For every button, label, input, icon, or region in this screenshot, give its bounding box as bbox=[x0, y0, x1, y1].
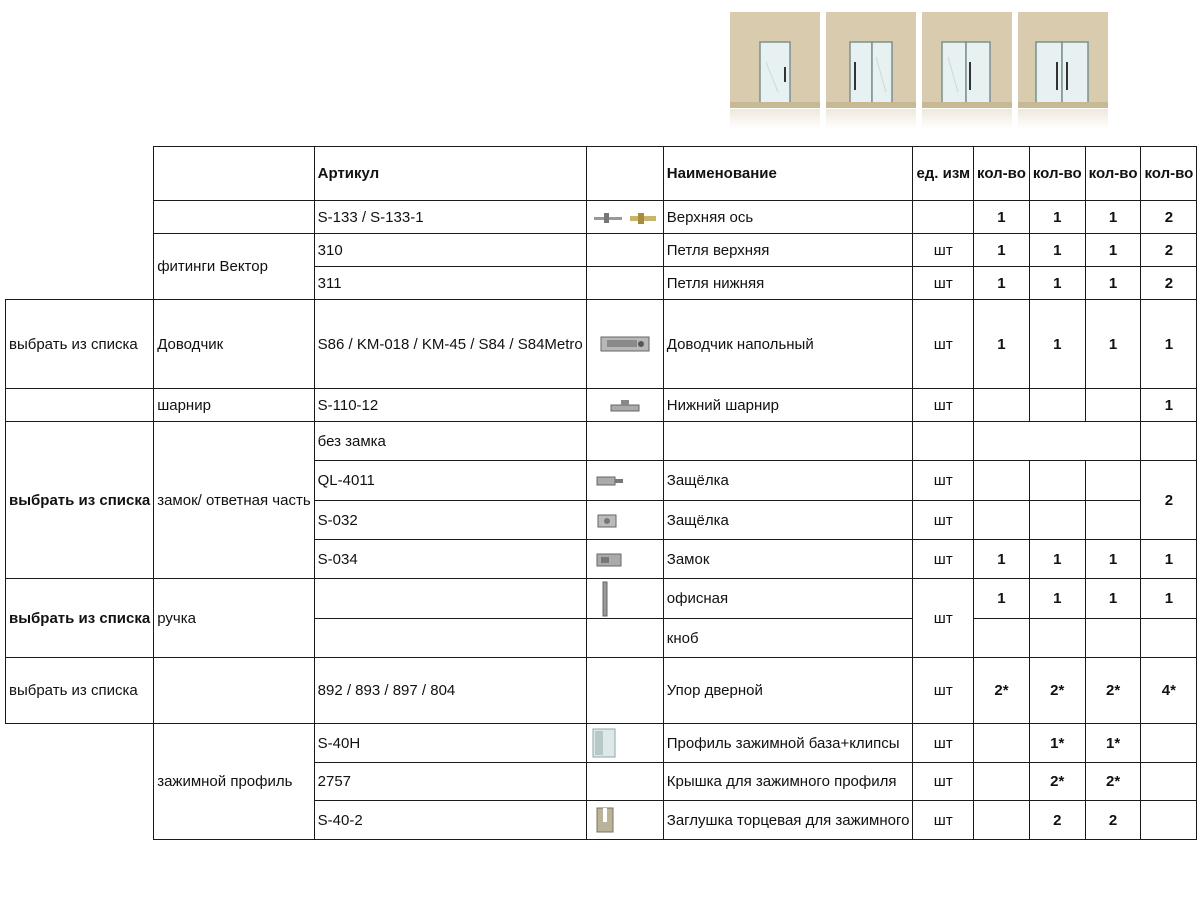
item-name: Доводчик напольный bbox=[663, 300, 913, 389]
group-lock: замок/ ответная часть bbox=[154, 422, 314, 579]
unit: шт bbox=[913, 724, 974, 763]
article: 310 bbox=[314, 234, 586, 267]
item-name: Крышка для зажимного профиля bbox=[663, 763, 913, 801]
end-cap-icon bbox=[595, 806, 615, 834]
qty-cell: 2* bbox=[1085, 658, 1141, 724]
article: 311 bbox=[314, 267, 586, 300]
select-from-list-lock[interactable]: выбрать из списка bbox=[6, 422, 154, 579]
item-name: офисная bbox=[663, 579, 913, 619]
item-name: Петля нижняя bbox=[663, 267, 913, 300]
row-no-lock bbox=[6, 422, 1197, 461]
qty-cell: 1 bbox=[974, 540, 1030, 579]
group-vector: фитинги Вектор bbox=[154, 234, 314, 300]
qty-cell: 2* bbox=[1085, 763, 1141, 801]
header-qty-3: кол-во bbox=[1085, 147, 1141, 201]
unit: шт bbox=[913, 501, 974, 540]
unit: шт bbox=[913, 763, 974, 801]
unit: шт bbox=[913, 801, 974, 840]
row-handle-office bbox=[6, 579, 1197, 619]
unit: шт bbox=[913, 658, 974, 724]
qty-cell: 1 bbox=[974, 234, 1030, 267]
header-qty-2: кол-во bbox=[1029, 147, 1085, 201]
unit: шт bbox=[913, 300, 974, 389]
qty-cell: 1 bbox=[1141, 579, 1197, 619]
item-name: Профиль зажимной база+клипсы bbox=[663, 724, 913, 763]
unit: шт bbox=[913, 389, 974, 422]
header-unit: ед. изм bbox=[913, 147, 974, 201]
qty-cell: 1 bbox=[1141, 540, 1197, 579]
door-1-leaf-thumbnail bbox=[730, 12, 820, 108]
door-4-leaf-thumbnail bbox=[1018, 12, 1108, 108]
row-door-stopper bbox=[6, 658, 1197, 724]
qty-cell: 1 bbox=[1085, 234, 1141, 267]
qty-cell: 1 bbox=[1141, 300, 1197, 389]
qty-cell: 1 bbox=[974, 267, 1030, 300]
qty-cell: 1 bbox=[1085, 300, 1141, 389]
row-clamp-base bbox=[6, 724, 1197, 763]
qty-cell: 1 bbox=[1029, 234, 1085, 267]
qty-cell: 1 bbox=[974, 201, 1030, 234]
qty-cell: 1 bbox=[1029, 300, 1085, 389]
item-name: Нижний шарнир bbox=[663, 389, 913, 422]
latch-image bbox=[586, 461, 663, 501]
axis-pin-icon bbox=[590, 210, 660, 226]
qty-cell: 2 bbox=[1141, 234, 1197, 267]
qty-cell: 1 bbox=[1085, 579, 1141, 619]
qty-cell: 1 bbox=[1029, 540, 1085, 579]
qty-cell: 1* bbox=[1029, 724, 1085, 763]
article: S-034 bbox=[314, 540, 586, 579]
header-row bbox=[6, 147, 1197, 201]
row-floor-closer bbox=[6, 300, 1197, 389]
item-name: Петля верхняя bbox=[663, 234, 913, 267]
item-name: Защёлка bbox=[663, 461, 913, 501]
item-name: Защёлка bbox=[663, 501, 913, 540]
group-clamp: зажимной профиль bbox=[154, 724, 314, 840]
select-from-list-handle[interactable]: выбрать из списка bbox=[6, 579, 154, 658]
article: S-133 / S-133-1 bbox=[314, 201, 586, 234]
qty-cell: 1 bbox=[974, 579, 1030, 619]
qty-cell: 1 bbox=[1085, 201, 1141, 234]
qty-cell: 1 bbox=[1141, 389, 1197, 422]
article: S86 / KM-018 / KM-45 / S84 / S84Metro bbox=[314, 300, 586, 389]
qty-cell: 2 bbox=[1141, 267, 1197, 300]
item-name: Замок bbox=[663, 540, 913, 579]
qty-cell: 2* bbox=[974, 658, 1030, 724]
qty-cell: 1 bbox=[1029, 201, 1085, 234]
qty-cell: 2 bbox=[1141, 201, 1197, 234]
header-article: Артикул bbox=[314, 147, 586, 201]
unit: шт bbox=[913, 579, 974, 658]
group-pivot: шарнир bbox=[154, 389, 314, 422]
article: S-032 bbox=[314, 501, 586, 540]
qty-cell: 2 bbox=[1085, 801, 1141, 840]
qty-cell: 1 bbox=[1085, 540, 1141, 579]
article: 2757 bbox=[314, 763, 586, 801]
item-name: Упор дверной bbox=[663, 658, 913, 724]
lock-icon bbox=[595, 551, 625, 569]
item-name: кноб bbox=[663, 619, 913, 658]
article: QL-4011 bbox=[314, 461, 586, 501]
item-name: Заглушка торцевая для зажимного bbox=[663, 801, 913, 840]
qty-cell: 1* bbox=[1085, 724, 1141, 763]
door-3-leaf-thumbnail bbox=[922, 12, 1012, 108]
unit: шт bbox=[913, 540, 974, 579]
article: без замка bbox=[314, 422, 586, 461]
article: S-110-12 bbox=[314, 389, 586, 422]
article: S-40H bbox=[314, 724, 586, 763]
header-name: Наименование bbox=[663, 147, 913, 201]
row-top-axis bbox=[6, 201, 1197, 234]
article: S-40-2 bbox=[314, 801, 586, 840]
unit: шт bbox=[913, 461, 974, 501]
latch-icon bbox=[595, 473, 625, 489]
select-from-list-stopper[interactable]: выбрать из списка bbox=[6, 658, 154, 724]
closer-image bbox=[586, 300, 663, 389]
floor-closer-icon bbox=[599, 331, 651, 357]
qty-cell: 1 bbox=[974, 300, 1030, 389]
end-cap-image bbox=[586, 801, 663, 840]
group-closer: Доводчик bbox=[154, 300, 314, 389]
door-2-leaf-thumbnail bbox=[826, 12, 916, 108]
qty-cell-merged: 2 bbox=[1141, 461, 1197, 540]
qty-cell: 1 bbox=[1029, 267, 1085, 300]
qty-cell: 2* bbox=[1029, 658, 1085, 724]
unit: шт bbox=[913, 234, 974, 267]
group-handle: ручка bbox=[154, 579, 314, 658]
article: 892 / 893 / 897 / 804 bbox=[314, 658, 586, 724]
latch-icon bbox=[595, 512, 619, 530]
unit: шт bbox=[913, 267, 974, 300]
qty-cell: 1 bbox=[1029, 579, 1085, 619]
handle-image bbox=[586, 579, 663, 619]
lock-image bbox=[586, 540, 663, 579]
clamp-image bbox=[586, 724, 663, 763]
row-hinge-top bbox=[6, 234, 1197, 267]
fittings-spec-table bbox=[5, 146, 1197, 840]
pivot-image bbox=[586, 389, 663, 422]
handle-bar-icon bbox=[601, 582, 609, 616]
item-name: Верхняя ось bbox=[663, 201, 913, 234]
row-bottom-pivot bbox=[6, 389, 1197, 422]
qty-cell: 1 bbox=[1085, 267, 1141, 300]
bottom-pivot-icon bbox=[609, 398, 641, 414]
qty-cell: 4* bbox=[1141, 658, 1197, 724]
clamp-profile-icon bbox=[591, 727, 617, 759]
header-qty-4: кол-во bbox=[1141, 147, 1197, 201]
select-from-list-closer[interactable]: выбрать из списка bbox=[6, 300, 154, 389]
axis-image bbox=[586, 201, 663, 234]
qty-cell: 2 bbox=[1029, 801, 1085, 840]
header-qty-1: кол-во bbox=[974, 147, 1030, 201]
latch-image bbox=[586, 501, 663, 540]
qty-cell: 2* bbox=[1029, 763, 1085, 801]
